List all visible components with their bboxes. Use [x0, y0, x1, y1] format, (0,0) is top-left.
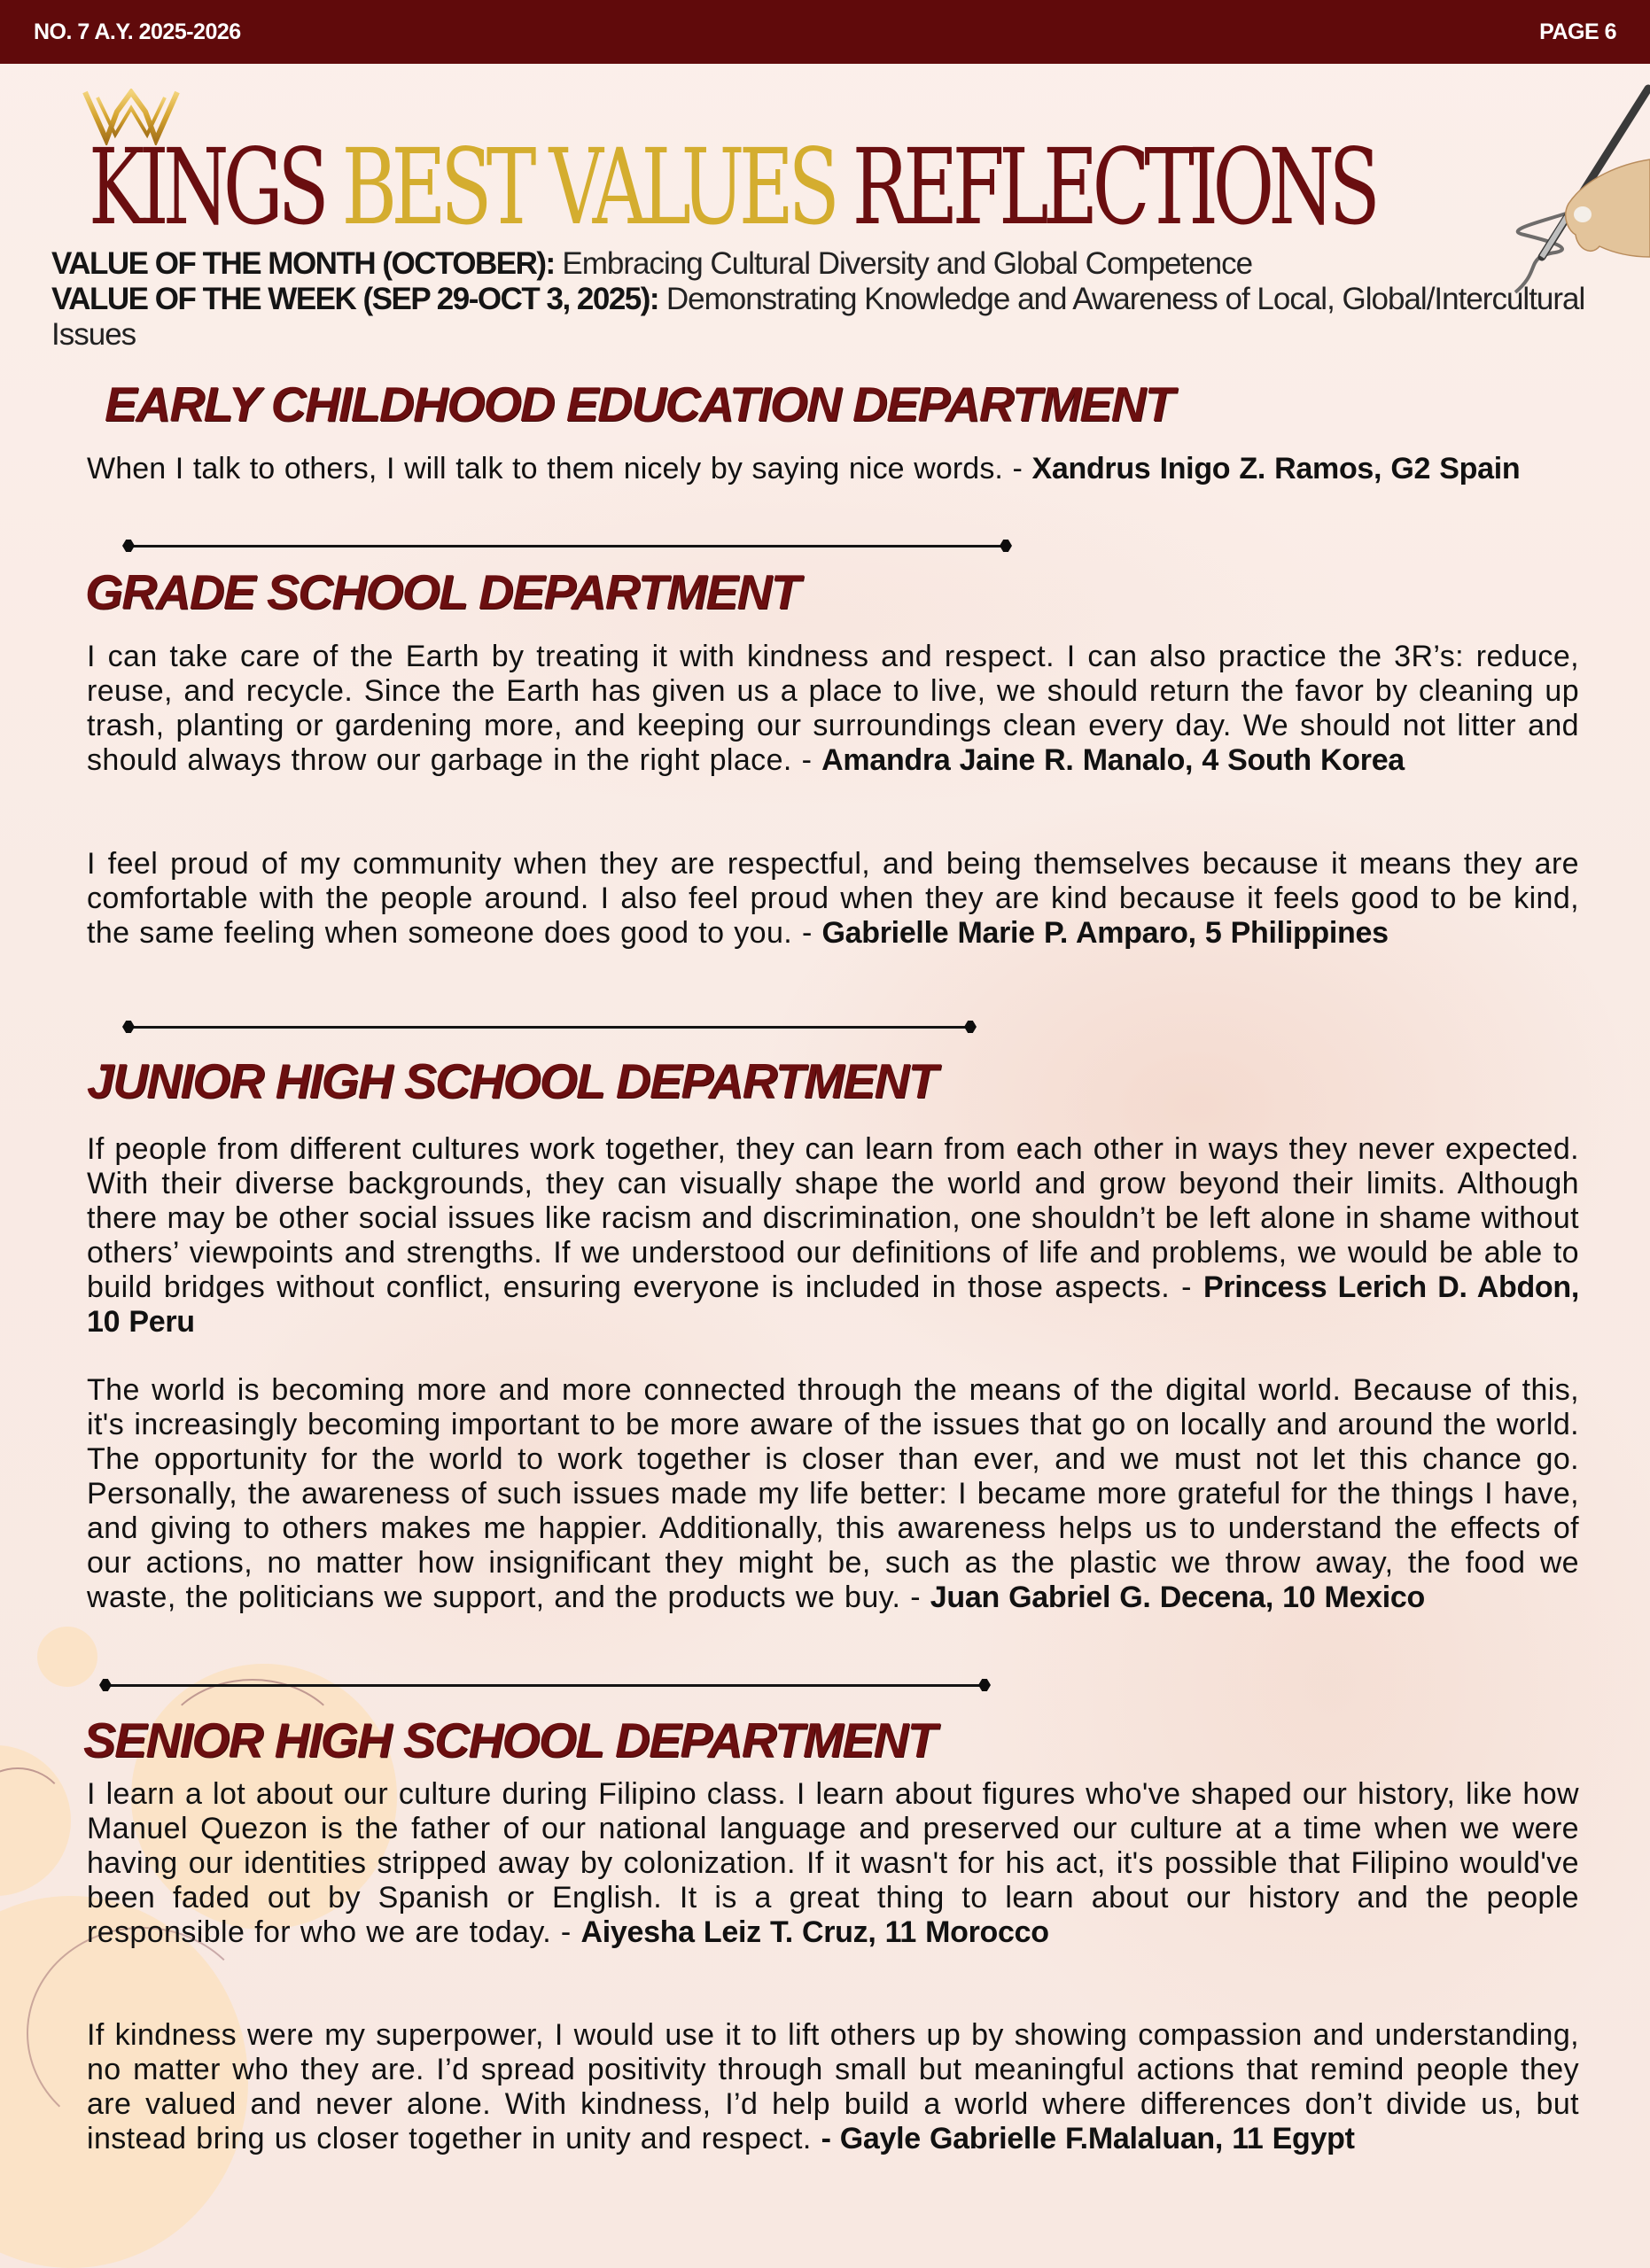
decorative-circle	[37, 1627, 97, 1687]
reflection-paragraph: I can take care of the Earth by treating it with kindness and respect. I can also practice the 3R’s: reduce, reuse, and recycle. Since the Earth has given us a place to live, we should return the favor by cleaning up trash, planting or gardening more, and keeping our surroundings clean every day. We should not litter and should always throw our garbage in the right place. - Amandra Jaine R. Manalo, 4 South Korea	[87, 640, 1579, 777]
value-week-text: Demonstrating Knowledge and Awareness of Local, Global/Intercultural Issues	[51, 282, 1585, 352]
title-kings: KINGS	[89, 126, 324, 248]
reflection-author: Xandrus Inigo Z. Ramos, G2 Spain	[1031, 452, 1521, 485]
value-month-label: VALUE OF THE MONTH (OCTOBER):	[51, 246, 555, 281]
page-title	[89, 126, 1375, 248]
section-divider	[99, 1679, 991, 1691]
reflection-paragraph: If kindness were my superpower, I would use it to lift others up by showing compassion and understanding, no matter who they are. I’d spread positivity through small but meaningful actions that remind people they are valued and never alone. With kindness, I’d help build a world where differences don’t divide us, but instead bring us closer together in unity and respect. - Gayle Gabrielle F.Malaluan, 11 Egypt	[87, 2018, 1579, 2155]
reflection-author: Juan Gabriel G. Decena, 10 Mexico	[930, 1581, 1426, 1614]
reflection-paragraph: If people from different cultures work together, they can learn from each other in ways they never expected. With their diverse backgrounds, they can visually shape the world and grow beyond their limits. Although there may be other social issues like racism and discrimination, one shouldn’t be left alone in shame without others’ viewpoints and strengths. If we understood our definitions of life and problems, we would be able to build bridges without conflict, ensuring everyone is included in those aspects. - Princess Lerich D. Abdon, 10 Peru	[87, 1132, 1579, 1339]
section-divider	[122, 1021, 977, 1033]
issue-number: NO. 7 A.Y. 2025-2026	[34, 19, 241, 44]
section-title-junior-high: JUNIOR HIGH SCHOOL DEPARTMENT	[87, 1053, 937, 1108]
reflection-paragraph: I feel proud of my community when they are respectful, and being themselves because it means they are comfortable with the people around. I also feel proud when they are kind because it feels good to be kind, the same feeling when someone does good to you. - Gabrielle Marie P. Amparo, 5 Philippines	[87, 847, 1579, 950]
section-title-grade-school: GRADE SCHOOL DEPARTMENT	[85, 564, 799, 619]
reflection-paragraph: The world is becoming more and more connected through the means of the digital world. Because of this, it's increasingly becoming important to be more aware of the issues that go on locally and around the world. The opportunity for the world to work together is closer than ever, and we must not let this chance go. Personally, the awareness of such issues made my life better: I became more grateful for the things I have, and giving to others makes me happier. Additionally, this awareness helps us to understand the effects of our actions, no matter how insignificant they might be, such as the plastic we throw away, the food we waste, the politicians we support, and the products we buy. - Juan Gabriel G. Decena, 10 Mexico	[87, 1373, 1579, 1614]
reflection-author: - Gayle Gabrielle F.Malaluan, 11 Egypt	[821, 2122, 1355, 2155]
value-month-text: Embracing Cultural Diversity and Global Competence	[562, 246, 1253, 281]
title-best-values: BEST VALUES	[341, 126, 835, 248]
reflection-author: Aiyesha Leiz T. Cruz, 11 Morocco	[580, 1915, 1049, 1949]
reflection-author: Gabrielle Marie P. Amparo, 5 Philippines	[821, 916, 1389, 950]
value-of-the-month	[51, 246, 1638, 282]
section-title-senior-high: SENIOR HIGH SCHOOL DEPARTMENT	[83, 1713, 936, 1767]
value-of-the-week	[51, 282, 1638, 353]
values-block	[51, 246, 1638, 353]
value-week-label: VALUE OF THE WEEK (SEP 29-OCT 3, 2025):	[51, 282, 659, 316]
reflection-paragraph: I learn a lot about our culture during Filipino class. I learn about figures who've shaped our history, like how Manuel Quezon is the father of our national language and preserved our culture at a time when we were having our identities stripped away by colonization. If it wasn't for his act, it's possible that Filipino would've been faded out by Spanish or English. It is a great thing to learn about our history and the people responsible for who we are today. - Aiyesha Leiz T. Cruz, 11 Morocco	[87, 1777, 1579, 1949]
issue-banner	[0, 0, 1650, 64]
page-number: PAGE 6	[1539, 19, 1616, 44]
reflection-author: Amandra Jaine R. Manalo, 4 South Korea	[821, 743, 1405, 777]
reflection-author: Princess Lerich D. Abdon, 10 Peru	[87, 1270, 1579, 1339]
reflection-paragraph: When I talk to others, I will talk to them nicely by saying nice words. - Xandrus Inigo Z. Ramos, G2 Spain	[87, 452, 1521, 485]
section-title-early-childhood: EARLY CHILDHOOD EDUCATION DEPARTMENT	[105, 377, 1173, 431]
section-divider	[122, 540, 1012, 552]
title-reflections: REFLECTIONS	[852, 126, 1375, 248]
